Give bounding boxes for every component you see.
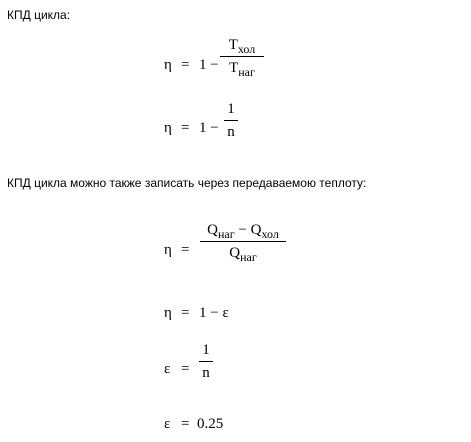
heat-symbol: Q [229, 245, 241, 261]
eta-symbol: η [164, 242, 172, 258]
equals-sign: = [181, 120, 190, 136]
equals-sign: = [181, 416, 190, 432]
epsilon-symbol: ε [164, 416, 171, 432]
equals-sign: = [181, 305, 190, 321]
subscript-heat: наг [217, 227, 235, 241]
fraction-denominator [200, 245, 286, 264]
fraction-numerator: 1 [202, 342, 210, 358]
fraction-denominator: n [227, 124, 235, 140]
subscript-heat: наг [240, 250, 257, 264]
fraction-numerator: 1 [227, 101, 235, 117]
temperature-symbol: T [228, 37, 238, 53]
eta-symbol: η [164, 57, 172, 73]
eta-symbol: η [164, 120, 172, 136]
subscript-cold: хол [237, 42, 256, 56]
fraction-bar [220, 56, 264, 57]
subscript-heat: наг [238, 65, 255, 79]
eta-symbol: η [164, 305, 172, 321]
equals-sign: = [181, 361, 190, 377]
paragraph-kpd-cycle: КПД цикла: [7, 8, 71, 22]
temperature-symbol: T [229, 60, 239, 76]
paragraph-kpd-heat: КПД цикла можно также записать через передаваемою теплоту: [7, 176, 367, 190]
one-minus: 1 − [199, 120, 219, 136]
minus-sign: − [238, 222, 247, 238]
one-minus-epsilon: 1 − ε [199, 305, 229, 321]
fraction-denominator: n [202, 365, 210, 381]
equals-sign: = [181, 242, 190, 258]
fraction-one-over-n [224, 101, 238, 140]
fraction-numerator [220, 37, 264, 56]
one-minus: 1 − [199, 57, 219, 73]
fraction-numerator [200, 222, 286, 241]
fraction-temperature [220, 37, 264, 79]
equals-sign: = [181, 57, 190, 73]
fraction-bar [200, 241, 286, 242]
fraction-denominator [220, 60, 264, 79]
subscript-cold: хол [261, 227, 279, 241]
epsilon-symbol: ε [164, 361, 171, 377]
fraction-heat [200, 222, 286, 264]
fraction-bar [199, 361, 213, 362]
epsilon-value: 0.25 [197, 416, 224, 432]
heat-symbol: Q [250, 222, 262, 238]
heat-symbol: Q [207, 222, 218, 238]
fraction-one-over-n [199, 342, 213, 381]
fraction-bar [224, 120, 238, 121]
